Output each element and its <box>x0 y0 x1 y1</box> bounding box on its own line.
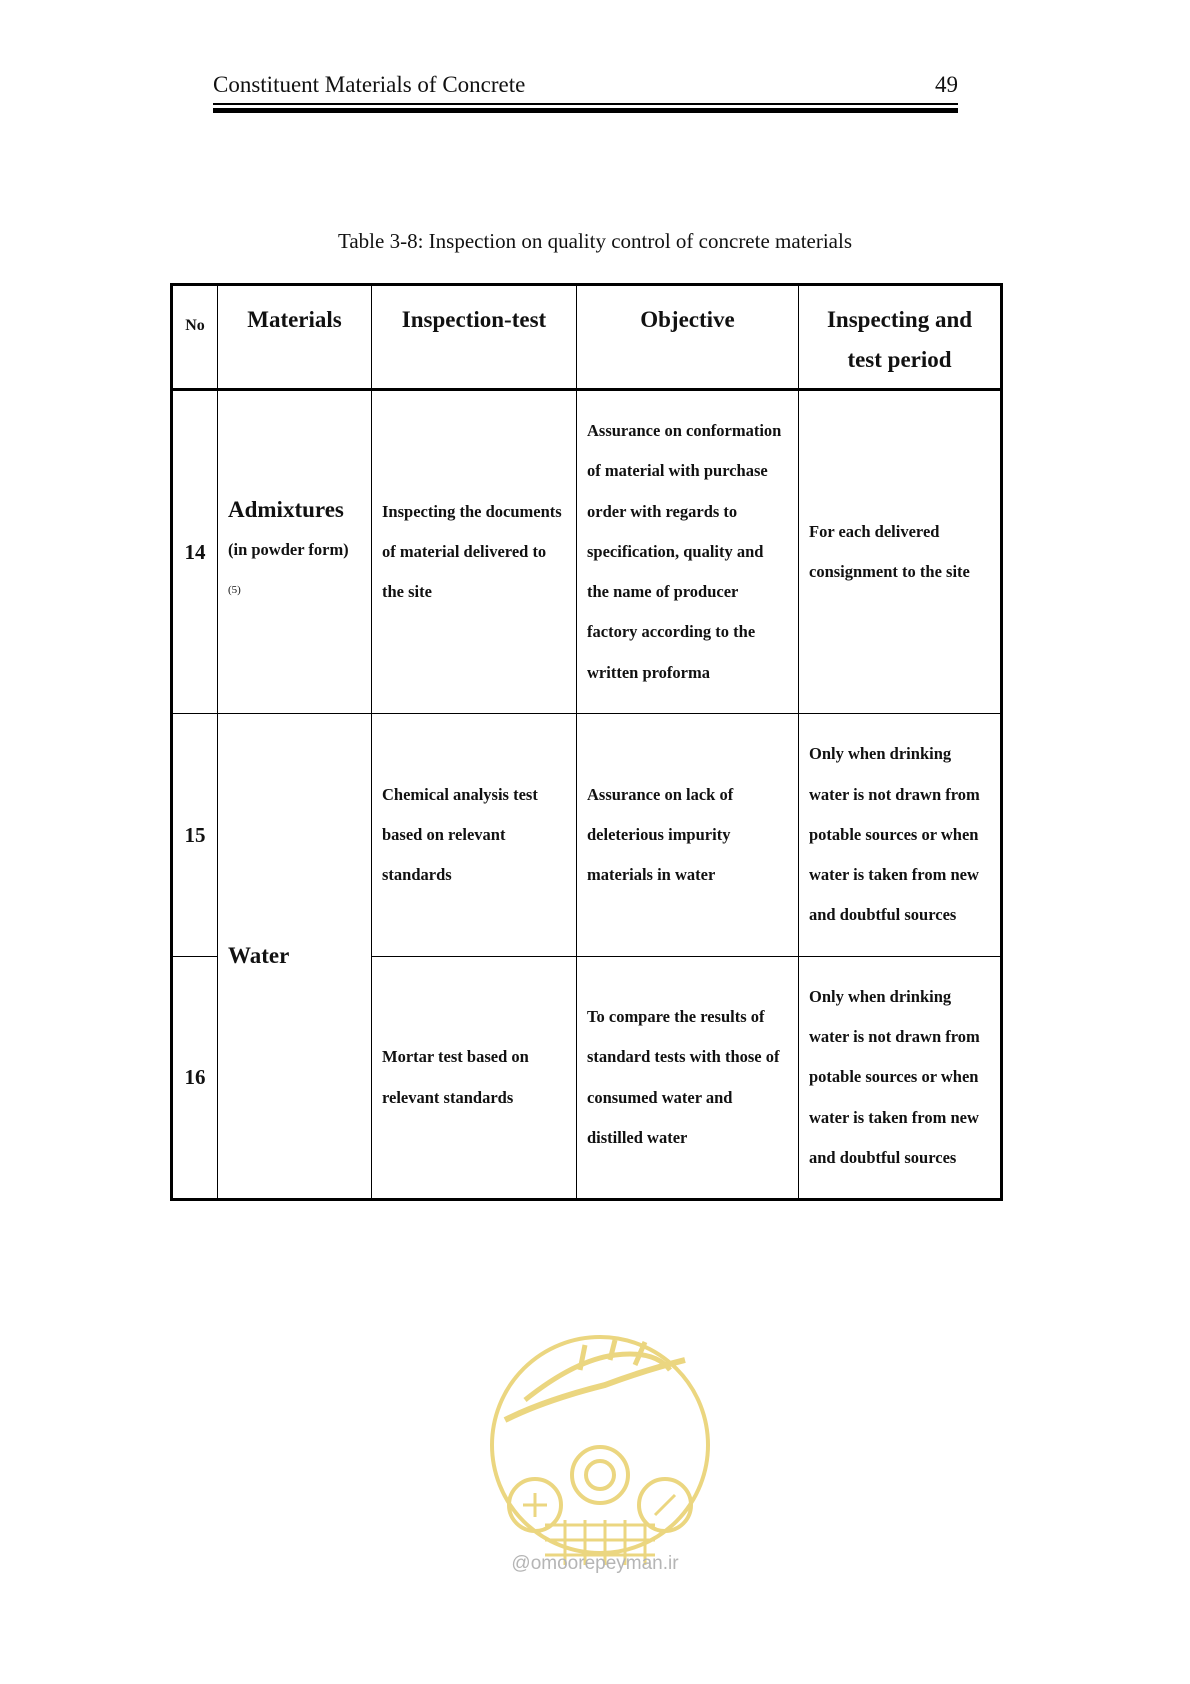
watermark-url: @omoorepeyman.ir <box>511 1553 679 1574</box>
period-cell: Only when drinking water is not drawn from potable sources or when water is taken from new and doubtful sources <box>799 714 1002 957</box>
page-number: 49 <box>935 72 958 97</box>
period-cell: Only when drinking water is not drawn from potable sources or when water is taken from new and doubtful sources <box>799 957 1002 1200</box>
inspection-cell: Mortar test based on relevant standards <box>372 957 577 1200</box>
header-rule-thick <box>213 108 958 113</box>
period-cell: For each delivered consignment to the site <box>799 390 1002 714</box>
row-number: 15 <box>172 714 218 957</box>
inspection-cell: Chemical analysis test based on relevant standards <box>372 714 577 957</box>
running-title: Constituent Materials of Concrete <box>213 72 526 97</box>
material-name: Water <box>228 943 290 968</box>
column-header-objective: Objective <box>577 285 799 390</box>
row-number: 14 <box>172 390 218 714</box>
column-header-materials: Materials <box>218 285 372 390</box>
column-header-no: No <box>172 285 218 390</box>
table-caption: Table 3-8: Inspection on quality control of concrete materials <box>337 229 853 253</box>
page-header <box>213 70 958 104</box>
header-rule <box>213 103 958 105</box>
material-cell <box>218 390 372 714</box>
objective-cell: Assurance on lack of deleterious impurity materials in water <box>577 714 799 957</box>
column-header-period: Inspecting and test period <box>799 285 1002 390</box>
material-note <box>228 530 361 615</box>
material-note-text: (in powder form) <box>228 539 349 559</box>
material-name: Admixtures <box>228 496 344 522</box>
table-header-row <box>172 285 1002 390</box>
material-cell <box>218 714 372 1200</box>
inspection-cell: Inspecting the documents of material delivered to the site <box>372 390 577 714</box>
footnote-ref: (5) <box>228 583 241 596</box>
objective-cell: Assurance on conformation of material with purchase order with regards to specification, quality and the name of producer factory according to the written proforma <box>577 390 799 714</box>
column-header-inspection-test: Inspection-test <box>372 285 577 390</box>
objective-cell: To compare the results of standard tests with those of consumed water and distilled water <box>577 957 799 1200</box>
quality-control-table <box>170 283 1003 1201</box>
watermark-logo <box>485 1330 715 1575</box>
table-row <box>172 714 1002 957</box>
row-number: 16 <box>172 957 218 1200</box>
table-row <box>172 390 1002 714</box>
